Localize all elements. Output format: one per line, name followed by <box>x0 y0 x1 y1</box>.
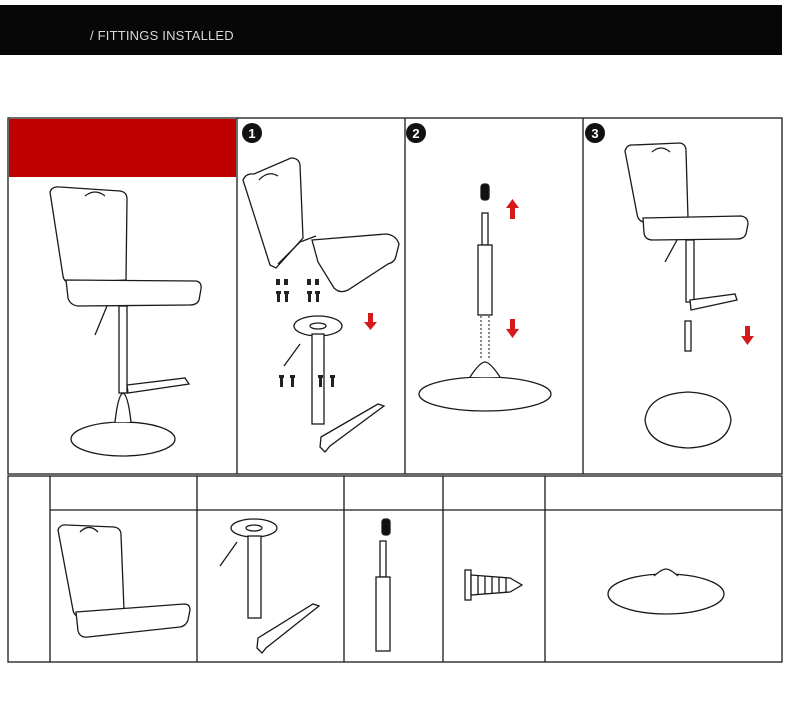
round-base-icon <box>608 569 724 614</box>
step-badge-1 <box>242 123 262 143</box>
step-number-1: 1 <box>248 126 256 141</box>
base-frame-icon <box>220 519 319 653</box>
step-number-3: 3 <box>591 126 599 141</box>
screw-icon <box>465 570 522 600</box>
step-number-2: 2 <box>412 126 420 141</box>
step2-gas-lift-icon <box>419 184 551 411</box>
step3-down-arrow-icon <box>741 326 754 345</box>
header-title: / FITTINGS INSTALLED <box>90 28 234 43</box>
step3-stool-icon <box>625 143 748 448</box>
red-corner-block <box>9 119 236 177</box>
step2-down-arrow-icon <box>506 319 519 338</box>
step1-down-arrow-icon <box>364 313 377 330</box>
step1-screws-lower-icon <box>279 375 335 387</box>
step1-screws-icon <box>276 279 320 302</box>
step1-seat-icon <box>243 158 399 292</box>
step-badge-2 <box>406 123 426 143</box>
gas-lift-icon <box>376 519 390 651</box>
step2-up-arrow-icon <box>506 199 519 219</box>
chair-seat-icon <box>58 525 190 637</box>
step-badge-3 <box>585 123 605 143</box>
assembled-stool-icon <box>50 187 201 456</box>
